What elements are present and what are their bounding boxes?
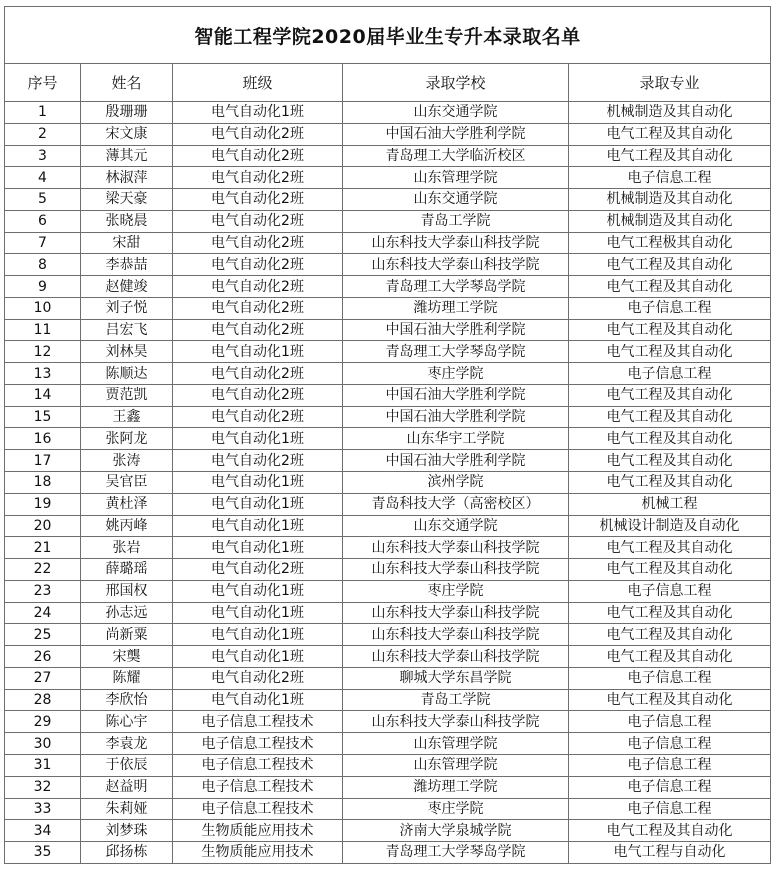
row-seq-cell: 31 [5, 754, 81, 776]
table-row [5, 733, 771, 755]
row-major-cell: 电子信息工程 [569, 297, 771, 319]
row-major-cell: 电气工程及其自动化 [569, 319, 771, 341]
row-school-cell: 青岛工学院 [343, 210, 569, 232]
row-seq-cell: 23 [5, 580, 81, 602]
row-school-cell: 枣庄学院 [343, 580, 569, 602]
row-school-cell: 青岛理工大学琴岛学院 [343, 276, 569, 298]
row-major-cell: 电子信息工程 [569, 363, 771, 385]
row-name-cell: 赵健竣 [81, 276, 173, 298]
row-name-cell: 李袁龙 [81, 733, 173, 755]
table-row [5, 428, 771, 450]
row-class-cell: 电气自动化2班 [173, 406, 343, 428]
row-school-cell: 青岛科技大学（高密校区） [343, 493, 569, 515]
row-seq-cell: 21 [5, 537, 81, 559]
row-major-cell: 电气工程及其自动化 [569, 450, 771, 472]
row-seq-cell: 24 [5, 602, 81, 624]
row-name-cell: 宋龑 [81, 646, 173, 668]
row-name-cell: 于依辰 [81, 754, 173, 776]
row-seq-cell: 2 [5, 123, 81, 145]
row-class-cell: 生物质能应用技术 [173, 842, 343, 864]
row-school-cell: 潍坊理工学院 [343, 776, 569, 798]
row-class-cell: 电气自动化2班 [173, 145, 343, 167]
table-body [5, 102, 771, 864]
table-row [5, 537, 771, 559]
row-seq-cell: 33 [5, 798, 81, 820]
row-class-cell: 生物质能应用技术 [173, 820, 343, 842]
table-row [5, 384, 771, 406]
row-seq-cell: 32 [5, 776, 81, 798]
row-seq-cell: 29 [5, 711, 81, 733]
row-class-cell: 电气自动化2班 [173, 319, 343, 341]
header-seq: 序号 [5, 64, 81, 102]
table-row [5, 276, 771, 298]
row-class-cell: 电子信息工程技术 [173, 711, 343, 733]
row-class-cell: 电气自动化2班 [173, 363, 343, 385]
row-class-cell: 电气自动化1班 [173, 341, 343, 363]
row-name-cell: 陈顺达 [81, 363, 173, 385]
table-row [5, 363, 771, 385]
row-class-cell: 电气自动化1班 [173, 493, 343, 515]
row-school-cell: 枣庄学院 [343, 798, 569, 820]
row-seq-cell: 15 [5, 406, 81, 428]
row-name-cell: 刘梦珠 [81, 820, 173, 842]
row-seq-cell: 20 [5, 515, 81, 537]
row-school-cell: 中国石油大学胜利学院 [343, 450, 569, 472]
row-school-cell: 聊城大学东昌学院 [343, 667, 569, 689]
row-major-cell: 电气工程及其自动化 [569, 646, 771, 668]
row-class-cell: 电气自动化2班 [173, 667, 343, 689]
row-school-cell: 山东科技大学泰山科技学院 [343, 254, 569, 276]
table-row [5, 254, 771, 276]
table-row [5, 319, 771, 341]
table-row [5, 776, 771, 798]
table-row [5, 297, 771, 319]
row-class-cell: 电气自动化2班 [173, 210, 343, 232]
row-name-cell: 李欣怡 [81, 689, 173, 711]
row-class-cell: 电气自动化1班 [173, 515, 343, 537]
row-name-cell: 朱莉娅 [81, 798, 173, 820]
row-class-cell: 电气自动化1班 [173, 428, 343, 450]
row-name-cell: 林淑萍 [81, 167, 173, 189]
row-seq-cell: 8 [5, 254, 81, 276]
table-row [5, 689, 771, 711]
table-row [5, 820, 771, 842]
table-row [5, 102, 771, 124]
row-seq-cell: 7 [5, 232, 81, 254]
row-seq-cell: 18 [5, 472, 81, 494]
sheet-title: 智能工程学院2020届毕业生专升本录取名单 [5, 7, 771, 64]
title-row [5, 7, 771, 64]
row-name-cell: 薄其元 [81, 145, 173, 167]
row-class-cell: 电气自动化1班 [173, 472, 343, 494]
row-major-cell: 电气工程及其自动化 [569, 254, 771, 276]
row-major-cell: 机械制造及其自动化 [569, 102, 771, 124]
table-row [5, 646, 771, 668]
row-school-cell: 山东交通学院 [343, 189, 569, 211]
row-name-cell: 宋甜 [81, 232, 173, 254]
row-seq-cell: 9 [5, 276, 81, 298]
table-row [5, 602, 771, 624]
row-school-cell: 中国石油大学胜利学院 [343, 319, 569, 341]
row-major-cell: 电子信息工程 [569, 167, 771, 189]
row-major-cell: 电气工程及其自动化 [569, 537, 771, 559]
admission-sheet [4, 6, 770, 864]
row-seq-cell: 16 [5, 428, 81, 450]
row-school-cell: 中国石油大学胜利学院 [343, 384, 569, 406]
row-class-cell: 电气自动化2班 [173, 167, 343, 189]
table-row [5, 232, 771, 254]
row-class-cell: 电气自动化1班 [173, 646, 343, 668]
row-major-cell: 电气工程及其自动化 [569, 689, 771, 711]
row-school-cell: 山东交通学院 [343, 515, 569, 537]
header-major: 录取专业 [569, 64, 771, 102]
row-name-cell: 王鑫 [81, 406, 173, 428]
row-major-cell: 电子信息工程 [569, 580, 771, 602]
table-row [5, 210, 771, 232]
row-class-cell: 电气自动化2班 [173, 189, 343, 211]
row-seq-cell: 27 [5, 667, 81, 689]
table-row [5, 123, 771, 145]
row-class-cell: 电气自动化1班 [173, 689, 343, 711]
row-school-cell: 中国石油大学胜利学院 [343, 406, 569, 428]
row-school-cell: 山东科技大学泰山科技学院 [343, 624, 569, 646]
row-major-cell: 电气工程及其自动化 [569, 624, 771, 646]
row-name-cell: 黄杜泽 [81, 493, 173, 515]
row-class-cell: 电气自动化1班 [173, 624, 343, 646]
row-class-cell: 电子信息工程技术 [173, 754, 343, 776]
row-class-cell: 电气自动化2班 [173, 559, 343, 581]
row-school-cell: 枣庄学院 [343, 363, 569, 385]
row-major-cell: 电子信息工程 [569, 711, 771, 733]
row-name-cell: 陈耀 [81, 667, 173, 689]
table-row [5, 493, 771, 515]
row-class-cell: 电气自动化1班 [173, 102, 343, 124]
row-major-cell: 电气工程及其自动化 [569, 341, 771, 363]
row-school-cell: 山东科技大学泰山科技学院 [343, 602, 569, 624]
row-school-cell: 山东科技大学泰山科技学院 [343, 537, 569, 559]
table-row [5, 580, 771, 602]
row-major-cell: 电气工程及其自动化 [569, 472, 771, 494]
row-name-cell: 邱扬栋 [81, 842, 173, 864]
row-class-cell: 电气自动化1班 [173, 580, 343, 602]
row-name-cell: 李恭喆 [81, 254, 173, 276]
row-school-cell: 中国石油大学胜利学院 [343, 123, 569, 145]
row-name-cell: 贾范凯 [81, 384, 173, 406]
row-major-cell: 机械制造及其自动化 [569, 189, 771, 211]
table-row [5, 798, 771, 820]
row-seq-cell: 25 [5, 624, 81, 646]
row-name-cell: 宋文康 [81, 123, 173, 145]
row-school-cell: 山东科技大学泰山科技学院 [343, 646, 569, 668]
table-row [5, 450, 771, 472]
table-row [5, 754, 771, 776]
row-major-cell: 机械工程 [569, 493, 771, 515]
row-name-cell: 刘林昊 [81, 341, 173, 363]
row-seq-cell: 22 [5, 559, 81, 581]
row-name-cell: 孙志远 [81, 602, 173, 624]
row-school-cell: 潍坊理工学院 [343, 297, 569, 319]
table-row [5, 145, 771, 167]
row-seq-cell: 28 [5, 689, 81, 711]
row-school-cell: 青岛理工大学琴岛学院 [343, 341, 569, 363]
table-row [5, 406, 771, 428]
table-row [5, 167, 771, 189]
table-row [5, 341, 771, 363]
row-name-cell: 张涛 [81, 450, 173, 472]
row-name-cell: 张晓晨 [81, 210, 173, 232]
row-major-cell: 电气工程与自动化 [569, 842, 771, 864]
row-school-cell: 山东管理学院 [343, 733, 569, 755]
row-school-cell: 山东华宇工学院 [343, 428, 569, 450]
header-row [5, 64, 771, 102]
header-class: 班级 [173, 64, 343, 102]
row-name-cell: 梁天豪 [81, 189, 173, 211]
row-class-cell: 电气自动化1班 [173, 602, 343, 624]
row-major-cell: 机械设计制造及自动化 [569, 515, 771, 537]
row-name-cell: 赵益明 [81, 776, 173, 798]
row-major-cell: 电气工程及其自动化 [569, 428, 771, 450]
row-major-cell: 电子信息工程 [569, 776, 771, 798]
row-class-cell: 电气自动化1班 [173, 537, 343, 559]
table-row [5, 189, 771, 211]
row-seq-cell: 3 [5, 145, 81, 167]
row-major-cell: 电气工程及其自动化 [569, 145, 771, 167]
row-class-cell: 电气自动化2班 [173, 276, 343, 298]
row-name-cell: 张岩 [81, 537, 173, 559]
row-school-cell: 山东科技大学泰山科技学院 [343, 232, 569, 254]
row-seq-cell: 4 [5, 167, 81, 189]
row-school-cell: 青岛理工大学临沂校区 [343, 145, 569, 167]
row-school-cell: 山东管理学院 [343, 167, 569, 189]
row-seq-cell: 1 [5, 102, 81, 124]
row-school-cell: 青岛理工大学琴岛学院 [343, 842, 569, 864]
row-major-cell: 电气工程及其自动化 [569, 406, 771, 428]
row-seq-cell: 17 [5, 450, 81, 472]
row-major-cell: 电子信息工程 [569, 754, 771, 776]
row-major-cell: 电气工程及其自动化 [569, 384, 771, 406]
row-seq-cell: 19 [5, 493, 81, 515]
row-major-cell: 机械制造及其自动化 [569, 210, 771, 232]
row-seq-cell: 35 [5, 842, 81, 864]
row-class-cell: 电气自动化2班 [173, 232, 343, 254]
row-class-cell: 电气自动化2班 [173, 384, 343, 406]
row-class-cell: 电子信息工程技术 [173, 733, 343, 755]
row-name-cell: 邢国权 [81, 580, 173, 602]
row-name-cell: 张阿龙 [81, 428, 173, 450]
row-name-cell: 吕宏飞 [81, 319, 173, 341]
row-major-cell: 电气工程及其自动化 [569, 123, 771, 145]
row-major-cell: 电气工程极其自动化 [569, 232, 771, 254]
row-seq-cell: 26 [5, 646, 81, 668]
row-class-cell: 电气自动化2班 [173, 123, 343, 145]
row-major-cell: 电气工程及其自动化 [569, 559, 771, 581]
row-school-cell: 山东科技大学泰山科技学院 [343, 559, 569, 581]
row-class-cell: 电气自动化2班 [173, 450, 343, 472]
table-row [5, 472, 771, 494]
row-seq-cell: 10 [5, 297, 81, 319]
row-school-cell: 滨州学院 [343, 472, 569, 494]
row-major-cell: 电子信息工程 [569, 798, 771, 820]
row-class-cell: 电子信息工程技术 [173, 798, 343, 820]
header-name: 姓名 [81, 64, 173, 102]
row-class-cell: 电子信息工程技术 [173, 776, 343, 798]
row-school-cell: 青岛工学院 [343, 689, 569, 711]
row-name-cell: 陈心宇 [81, 711, 173, 733]
row-name-cell: 刘子悦 [81, 297, 173, 319]
row-school-cell: 山东交通学院 [343, 102, 569, 124]
row-name-cell: 薛璐瑶 [81, 559, 173, 581]
table-row [5, 711, 771, 733]
row-seq-cell: 30 [5, 733, 81, 755]
row-school-cell: 山东管理学院 [343, 754, 569, 776]
table-row [5, 842, 771, 864]
row-seq-cell: 6 [5, 210, 81, 232]
row-seq-cell: 5 [5, 189, 81, 211]
row-major-cell: 电气工程及其自动化 [569, 820, 771, 842]
admission-table [4, 6, 771, 864]
table-row [5, 624, 771, 646]
row-seq-cell: 34 [5, 820, 81, 842]
row-class-cell: 电气自动化2班 [173, 297, 343, 319]
row-school-cell: 山东科技大学泰山科技学院 [343, 711, 569, 733]
table-row [5, 515, 771, 537]
row-seq-cell: 13 [5, 363, 81, 385]
row-name-cell: 姚丙峰 [81, 515, 173, 537]
row-seq-cell: 14 [5, 384, 81, 406]
row-name-cell: 殷珊珊 [81, 102, 173, 124]
row-name-cell: 吴官臣 [81, 472, 173, 494]
table-row [5, 559, 771, 581]
row-school-cell: 济南大学泉城学院 [343, 820, 569, 842]
row-seq-cell: 11 [5, 319, 81, 341]
header-school: 录取学校 [343, 64, 569, 102]
row-major-cell: 电子信息工程 [569, 733, 771, 755]
row-major-cell: 电子信息工程 [569, 667, 771, 689]
row-class-cell: 电气自动化2班 [173, 254, 343, 276]
row-seq-cell: 12 [5, 341, 81, 363]
table-row [5, 667, 771, 689]
row-major-cell: 电气工程及其自动化 [569, 602, 771, 624]
row-name-cell: 尚新粟 [81, 624, 173, 646]
row-major-cell: 电气工程及其自动化 [569, 276, 771, 298]
